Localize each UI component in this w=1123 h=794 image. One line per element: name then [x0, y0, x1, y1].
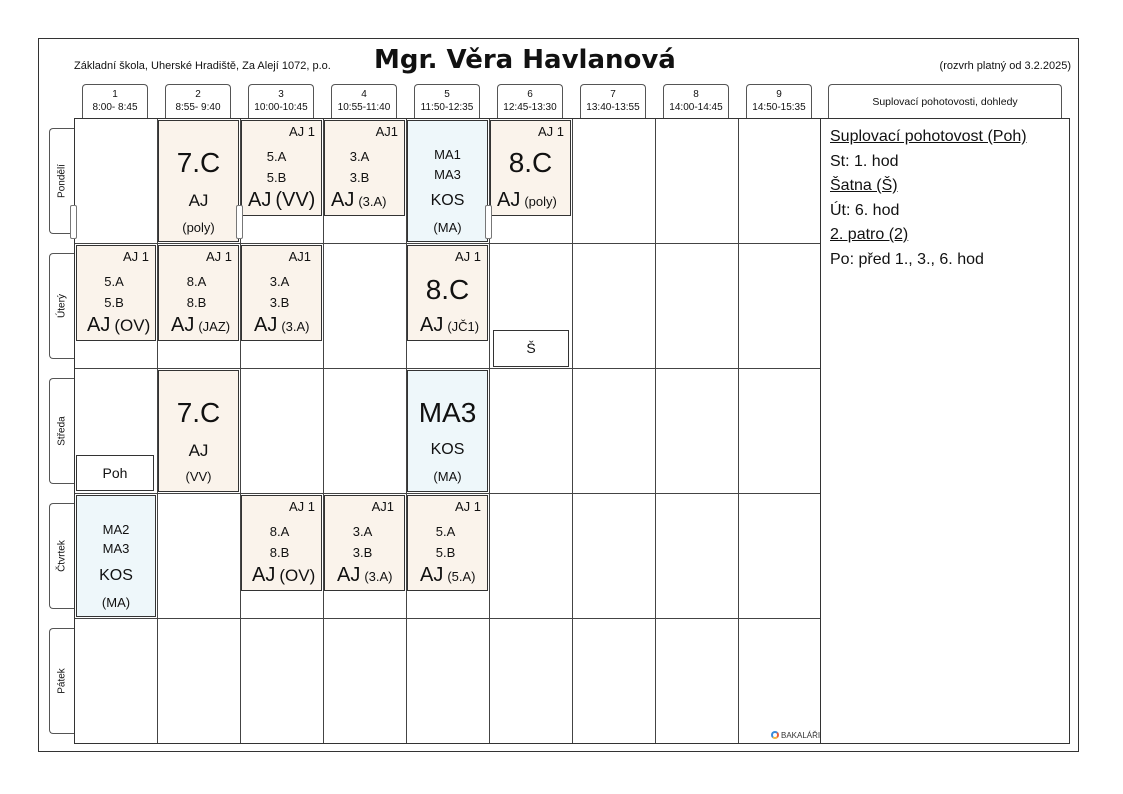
period-header-6: 6 12:45-13:30	[497, 84, 563, 118]
lesson-ut-1[interactable]: AJ 1 5.A 5.B AJ (OV)	[76, 245, 156, 341]
duty-box-pohotovost[interactable]: Poh	[76, 455, 154, 491]
lesson-ut-2[interactable]: AJ 1 8.A 8.B AJ (JAZ)	[158, 245, 239, 341]
school-name: Základní škola, Uherské Hradiště, Za Alejí 1072, p.o.	[74, 60, 331, 72]
period-header-4: 4 10:55-11:40	[331, 84, 397, 118]
lesson-po-4[interactable]: AJ1 3.A 3.B AJ (3.A)	[324, 120, 405, 216]
lesson-po-6[interactable]: AJ 1 8.C AJ (poly)	[490, 120, 571, 216]
duty-line: Út: 6. hod	[830, 201, 900, 219]
duty-marker	[485, 205, 492, 239]
lesson-ct-1[interactable]: MA2 MA3 KOS (MA)	[76, 495, 156, 617]
duty-box-satna[interactable]: Š	[493, 330, 569, 367]
period-header-5: 5 11:50-12:35	[414, 84, 480, 118]
duty-line: St: 1. hod	[830, 152, 899, 170]
page-title: Mgr. Věra Havlanová	[374, 45, 676, 75]
lesson-ct-4[interactable]: AJ1 3.A 3.B AJ (3.A)	[324, 495, 405, 591]
duty-heading-satna: Šatna (Š)	[830, 177, 898, 194]
lesson-po-5[interactable]: MA1 MA3 KOS (MA)	[407, 120, 488, 242]
period-header-9: 9 14:50-15:35	[746, 84, 812, 118]
period-header-2: 2 8:55- 9:40	[165, 84, 231, 118]
lesson-po-3[interactable]: AJ 1 5.A 5.B AJ (VV)	[241, 120, 322, 216]
duty-marker	[70, 205, 77, 239]
validity-date: (rozvrh platný od 3.2.2025)	[939, 60, 1071, 72]
lesson-ct-3[interactable]: AJ 1 8.A 8.B AJ (OV)	[241, 495, 322, 591]
day-tab-friday: Pátek	[49, 628, 74, 734]
day-tab-tuesday: Úterý	[49, 253, 74, 359]
duty-heading-patro: 2. patro (2)	[830, 226, 909, 243]
day-tab-thursday: Čtvrtek	[49, 503, 74, 609]
day-tab-wednesday: Středa	[49, 378, 74, 484]
duty-panel	[821, 118, 1070, 744]
lesson-po-2[interactable]: 7.C AJ (poly)	[158, 120, 239, 242]
period-header-1: 1 8:00- 8:45	[82, 84, 148, 118]
lesson-ct-5[interactable]: AJ 1 5.A 5.B AJ (5.A)	[407, 495, 488, 591]
period-header-3: 3 10:00-10:45	[248, 84, 314, 118]
lesson-ut-3[interactable]: AJ1 3.A 3.B AJ (3.A)	[241, 245, 322, 341]
duty-marker	[236, 205, 243, 239]
period-header-8: 8 14:00-14:45	[663, 84, 729, 118]
bakalari-icon	[771, 731, 779, 739]
day-tab-monday: Pondělí	[49, 128, 74, 234]
duty-heading-pohotovost: Suplovací pohotovost (Poh)	[830, 128, 1027, 145]
lesson-ut-5[interactable]: AJ 1 8.C AJ (JČ1)	[407, 245, 488, 341]
lesson-st-2[interactable]: 7.C AJ (VV)	[158, 370, 239, 492]
duty-line: Po: před 1., 3., 6. hod	[830, 250, 984, 268]
duty-header: Suplovací pohotovosti, dohledy	[828, 84, 1062, 118]
lesson-st-5[interactable]: MA3 KOS (MA)	[407, 370, 488, 492]
period-header-7: 7 13:40-13:55	[580, 84, 646, 118]
bakalari-logo: BAKALÁŘI	[771, 731, 820, 740]
